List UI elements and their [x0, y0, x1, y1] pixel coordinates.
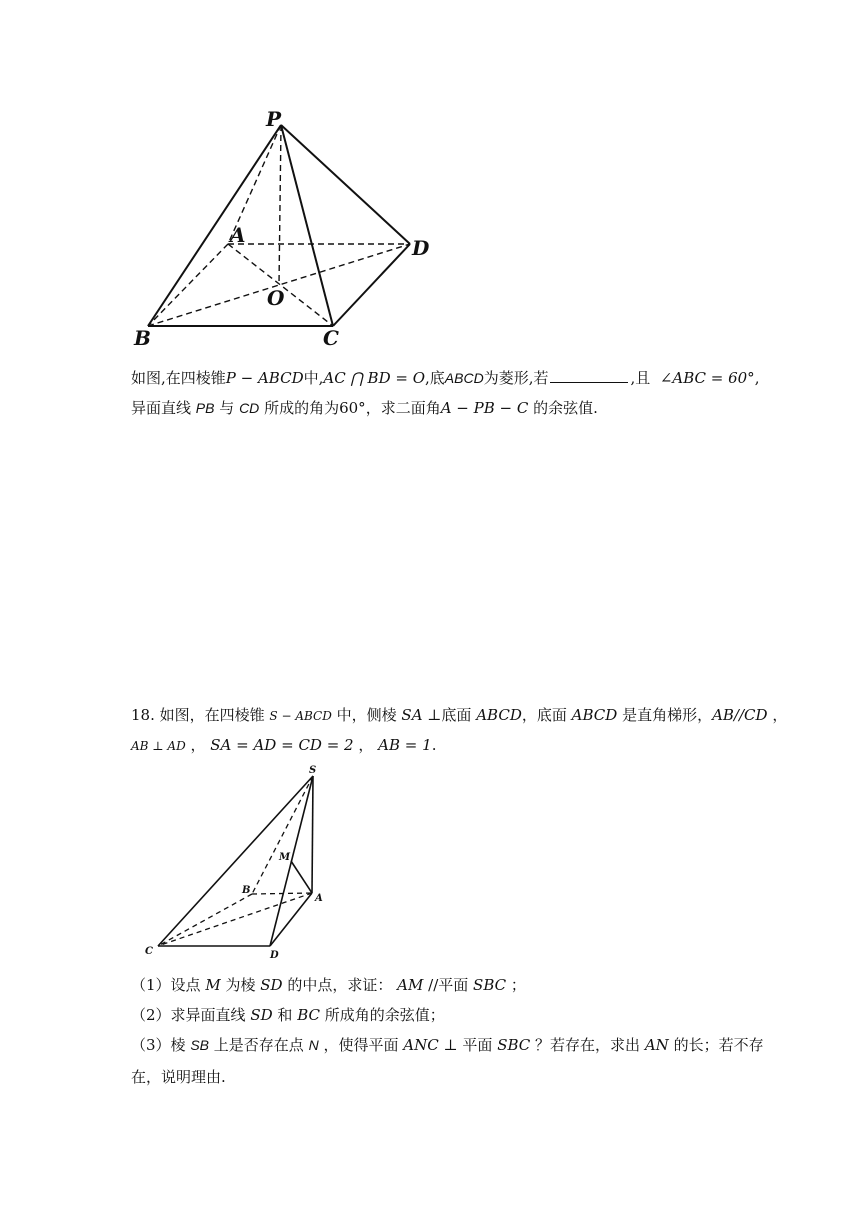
edge-pc — [281, 125, 333, 326]
text: , — [754, 369, 760, 387]
math: SBC — [497, 1036, 531, 1054]
edge-pd — [281, 125, 410, 244]
text: 异面直线 — [131, 399, 192, 417]
text: 上是否存在点 — [213, 1036, 304, 1054]
math: ∠ABC = 60° — [659, 369, 755, 387]
text: 和 — [277, 1006, 293, 1024]
text: ,底 — [425, 369, 445, 387]
problem-18-question-1 — [131, 970, 751, 1000]
problem-17-line-2 — [131, 393, 751, 423]
math: S − ABCD — [269, 709, 332, 723]
math: M — [205, 976, 221, 994]
label-C: C — [145, 946, 153, 957]
figure-pyramid-sabcd — [140, 760, 330, 965]
edge-po-hidden — [279, 125, 281, 285]
label-P: P — [266, 107, 282, 131]
math: ANC ⊥ — [403, 1036, 458, 1054]
math: SD — [250, 1006, 273, 1024]
math: BC — [297, 1006, 320, 1024]
math: AB = 1 — [378, 736, 432, 754]
text: ？若存在，求出 — [535, 1036, 641, 1054]
edge-ab-hidden — [252, 893, 312, 894]
text: 在，说明理由. — [131, 1068, 226, 1086]
text: . — [431, 736, 437, 754]
text: （2）求异面直线 — [131, 1006, 246, 1024]
text: ，底面 — [521, 706, 567, 724]
math: SA ⊥ — [401, 706, 442, 724]
problem-17-line-1 — [131, 363, 760, 393]
text: 的中点，求证： — [287, 976, 393, 994]
math: // — [428, 976, 439, 994]
text: 的余弦值. — [533, 399, 598, 417]
text: ， — [358, 736, 374, 754]
math: A − PB − C — [440, 399, 529, 417]
text: 底面 — [441, 706, 472, 724]
edge-sa — [312, 776, 313, 893]
math-sans: ABCD — [444, 370, 484, 386]
math-sans: N — [308, 1037, 319, 1053]
label-B: B — [242, 885, 251, 896]
edge-pb — [148, 125, 281, 326]
label-S: S — [309, 765, 317, 776]
figure-pyramid-pabcd — [125, 100, 445, 355]
problem-18-line-1 — [131, 700, 788, 731]
math: AM — [397, 976, 424, 994]
math: AN — [644, 1036, 669, 1054]
math-sans: SB — [190, 1037, 210, 1053]
math: AC ⋂ BD = O — [323, 369, 426, 387]
math: 60° — [339, 399, 366, 417]
text: . 如图，在四棱锥 — [150, 706, 265, 724]
text: （1）设点 — [131, 976, 201, 994]
text: ，求二面角 — [365, 399, 441, 417]
math: SA = AD = CD = 2 — [210, 736, 354, 754]
problem-18-question-2 — [131, 1000, 751, 1030]
problem-18-line-2 — [131, 730, 751, 761]
text: 与 — [219, 399, 235, 417]
text: 如图,在四棱锥 — [131, 369, 226, 387]
label-M: M — [279, 852, 291, 863]
text: 是直角梯形， — [622, 706, 713, 724]
text: 所成的角为 — [264, 399, 340, 417]
text: ， — [772, 706, 788, 724]
text: 的长；若不存 — [673, 1036, 764, 1054]
text: 平面 — [438, 976, 469, 994]
text: 为棱 — [225, 976, 256, 994]
problem-18-question-3 — [131, 1030, 764, 1060]
math-sans: CD — [239, 400, 260, 416]
text: （3）棱 — [131, 1036, 186, 1054]
segment-am — [291, 861, 312, 893]
text: 中，侧棱 — [336, 706, 397, 724]
math: SBC — [473, 976, 507, 994]
text: ，使得平面 — [323, 1036, 399, 1054]
math-sans: PB — [195, 400, 215, 416]
label-A: A — [230, 223, 246, 247]
math: SD — [260, 976, 283, 994]
text: 所成角的余弦值； — [324, 1006, 445, 1024]
text: 为菱形,若 — [483, 369, 549, 387]
text: ； — [510, 976, 526, 994]
label-C: C — [323, 326, 339, 350]
edge-sb-hidden — [252, 776, 313, 894]
text: ， — [190, 736, 206, 754]
label-O: O — [267, 286, 285, 310]
text: 中, — [303, 369, 324, 387]
text: 平面 — [462, 1036, 493, 1054]
text: ,且 — [630, 369, 651, 387]
math: AB//CD — [712, 706, 768, 724]
math: P − ABCD — [225, 369, 304, 387]
math: AB ⊥ AD — [131, 739, 186, 753]
diag-ac-hidden — [228, 244, 333, 326]
label-A: A — [315, 893, 323, 904]
label-D: D — [412, 236, 430, 260]
edge-bc-hidden — [158, 894, 252, 946]
problem-18-question-3-cont — [131, 1062, 751, 1092]
label-B: B — [134, 326, 151, 350]
math: ABCD — [571, 706, 618, 724]
problem-number: 18 — [131, 706, 151, 724]
label-D: D — [270, 950, 279, 961]
math: ABCD — [476, 706, 522, 724]
answer-blank[interactable] — [550, 368, 628, 383]
